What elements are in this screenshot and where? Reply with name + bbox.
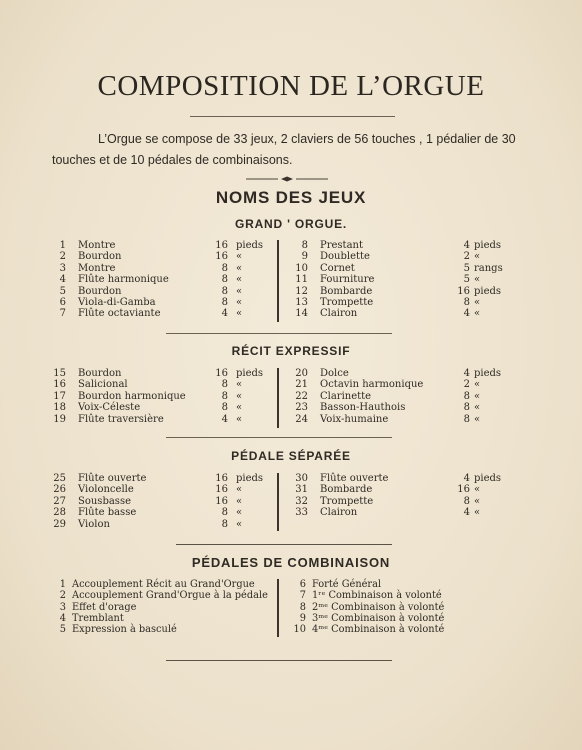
- register-number: 15: [53, 368, 66, 379]
- register-size: 8: [463, 402, 470, 414]
- register-size: 8: [221, 518, 228, 530]
- combination-name: Forté Général: [312, 579, 382, 590]
- register-size: 4: [221, 413, 228, 425]
- register-unit: «: [236, 251, 243, 263]
- register-unit: pieds: [236, 368, 264, 379]
- recit-expressif-list: [0, 368, 582, 425]
- register-unit: pieds: [236, 240, 264, 251]
- register-name: Octavin harmonique: [320, 379, 424, 391]
- register-name: Dolce: [320, 368, 349, 379]
- section-title-pedales-de-combinaison: PÉDALES DE COMBINAISON: [191, 555, 391, 570]
- section-title-pedale-separee: PÉDALE SÉPARÉE: [231, 449, 351, 463]
- register-unit: «: [474, 484, 481, 496]
- combination-number: 10: [293, 624, 306, 636]
- register-row: [0, 368, 582, 379]
- register-name: Trompette: [320, 495, 374, 507]
- register-unit: «: [236, 484, 243, 496]
- register-name: Bombarde: [320, 285, 373, 297]
- register-size: 16: [215, 240, 228, 251]
- register-row: [0, 251, 582, 262]
- register-number: 30: [295, 473, 308, 484]
- register-name: Doublette: [320, 251, 370, 263]
- register-size: 8: [221, 379, 228, 391]
- combination-number: 7: [299, 590, 306, 602]
- combination-row: [0, 613, 582, 624]
- register-name: Montre: [78, 240, 116, 251]
- register-size: 16: [215, 495, 228, 507]
- register-size: 4: [463, 240, 470, 251]
- combination-name: 2ᵐᵉ Combinaison à volonté: [312, 601, 445, 613]
- register-size: 8: [463, 296, 470, 308]
- register-name: Clairon: [320, 308, 358, 320]
- register-unit: «: [236, 507, 243, 519]
- register-number: 7: [59, 308, 66, 320]
- register-number: 19: [53, 413, 66, 425]
- register-number: 24: [295, 413, 308, 425]
- register-unit: pieds: [474, 285, 502, 297]
- combination-number: 1: [59, 579, 66, 590]
- register-row: [0, 297, 582, 308]
- register-unit: «: [236, 379, 243, 391]
- register-unit: «: [236, 296, 243, 308]
- register-name: Bourdon: [78, 285, 122, 297]
- register-number: 31: [295, 484, 308, 496]
- register-size: 5: [463, 262, 470, 274]
- register-size: 8: [221, 507, 228, 519]
- register-number: 14: [295, 308, 308, 320]
- register-number: 10: [295, 262, 308, 274]
- register-size: 4: [463, 308, 470, 320]
- register-name: Violon: [78, 518, 110, 530]
- register-number: 20: [295, 368, 308, 379]
- register-size: 8: [221, 296, 228, 308]
- register-number: 29: [53, 518, 66, 530]
- register-unit: «: [474, 308, 481, 320]
- section-heading-noms-des-jeux: NOMS DES JEUX: [215, 188, 367, 207]
- register-unit: rangs: [474, 262, 503, 274]
- register-number: 32: [295, 495, 308, 507]
- register-number: 13: [295, 296, 308, 308]
- section-title-recit-expressif: RÉCIT EXPRESSIF: [231, 344, 351, 358]
- register-number: 4: [59, 274, 66, 286]
- register-size: 16: [215, 473, 228, 484]
- register-size: 8: [221, 274, 228, 286]
- page-title: COMPOSITION DE L’ORGUE: [97, 70, 485, 102]
- register-name: Prestant: [320, 240, 363, 251]
- register-size: 8: [463, 390, 470, 402]
- combination-row: [0, 579, 582, 590]
- register-number: 6: [59, 296, 66, 308]
- register-size: 4: [463, 473, 470, 484]
- register-name: Flûte ouverte: [320, 473, 389, 484]
- register-name: Cornet: [320, 262, 355, 274]
- register-name: Flûte octaviante: [78, 308, 161, 320]
- combination-name: Expression à basculé: [72, 624, 177, 636]
- register-row: [0, 379, 582, 390]
- register-row: [0, 240, 582, 251]
- register-unit: «: [474, 390, 481, 402]
- combination-row: [0, 602, 582, 613]
- combination-number: 4: [59, 612, 66, 624]
- register-name: Violoncelle: [78, 484, 134, 496]
- register-unit: pieds: [474, 473, 502, 484]
- register-unit: «: [474, 274, 481, 286]
- register-number: 18: [53, 402, 66, 414]
- register-size: 16: [457, 484, 470, 496]
- register-unit: «: [236, 402, 243, 414]
- title-underline: [190, 116, 395, 117]
- combination-number: 2: [59, 590, 66, 602]
- ornament-divider: [246, 176, 328, 182]
- register-row: [0, 286, 582, 297]
- register-row: [0, 519, 582, 530]
- combination-row: [0, 590, 582, 601]
- combination-number: 9: [299, 612, 306, 624]
- register-number: 33: [295, 507, 308, 519]
- register-size: 2: [463, 379, 470, 391]
- register-size: 5: [463, 274, 470, 286]
- register-row: [0, 308, 582, 319]
- register-size: 4: [221, 308, 228, 320]
- register-number: 9: [301, 251, 308, 263]
- register-unit: «: [474, 495, 481, 507]
- register-name: Bombarde: [320, 484, 373, 496]
- register-unit: «: [474, 379, 481, 391]
- register-number: 11: [295, 274, 308, 286]
- register-number: 27: [53, 495, 66, 507]
- combination-name: 3ᵐᵉ Combinaison à volonté: [312, 612, 445, 624]
- register-name: Sousbasse: [78, 495, 131, 507]
- register-number: 1: [59, 240, 66, 251]
- register-number: 5: [59, 285, 66, 297]
- register-name: Voix-Céleste: [78, 402, 141, 414]
- pedales-combinaison-list: [0, 579, 582, 635]
- register-size: 8: [221, 285, 228, 297]
- combination-name: Accouplement Récit au Grand'Orgue: [72, 579, 255, 590]
- register-name: Flûte basse: [78, 507, 137, 519]
- register-name: Voix-humaine: [320, 413, 389, 425]
- combination-row: [0, 624, 582, 635]
- combination-number: 6: [299, 579, 306, 590]
- register-unit: «: [236, 262, 243, 274]
- section-rule: [166, 333, 392, 334]
- register-number: 23: [295, 402, 308, 414]
- register-row: [0, 391, 582, 402]
- register-unit: «: [474, 413, 481, 425]
- register-size: 8: [221, 390, 228, 402]
- register-unit: «: [236, 413, 243, 425]
- register-unit: «: [236, 285, 243, 297]
- register-number: 28: [53, 507, 66, 519]
- register-name: Montre: [78, 262, 116, 274]
- register-number: 26: [53, 484, 66, 496]
- combination-name: 1ʳᵉ Combinaison à volonté: [312, 590, 442, 602]
- register-unit: «: [474, 251, 481, 263]
- combination-name: Accouplement Grand'Orgue à la pédale: [72, 590, 268, 602]
- register-name: Bourdon: [78, 368, 122, 379]
- register-row: [0, 473, 582, 484]
- combination-name: Effet d'orage: [72, 601, 137, 613]
- register-unit: pieds: [474, 240, 502, 251]
- register-row: [0, 402, 582, 413]
- register-row: [0, 263, 582, 274]
- grand-orgue-list: [0, 240, 582, 320]
- register-size: 8: [463, 495, 470, 507]
- register-size: 4: [463, 507, 470, 519]
- register-name: Bourdon: [78, 251, 122, 263]
- section-rule: [176, 544, 392, 545]
- register-name: Clarinette: [320, 390, 372, 402]
- register-unit: pieds: [474, 368, 502, 379]
- register-unit: «: [236, 518, 243, 530]
- combination-number: 8: [299, 601, 306, 613]
- combination-name: 4ᵐᵉ Combinaison à volonté: [312, 624, 445, 636]
- register-unit: «: [474, 296, 481, 308]
- register-name: Fourniture: [320, 274, 375, 286]
- register-size: 16: [215, 368, 228, 379]
- register-unit: «: [236, 495, 243, 507]
- register-number: 8: [301, 240, 308, 251]
- register-number: 17: [53, 390, 66, 402]
- register-name: Salicional: [78, 379, 128, 391]
- register-number: 12: [295, 285, 308, 297]
- combination-name: Tremblant: [72, 612, 124, 624]
- register-unit: «: [474, 507, 481, 519]
- register-name: Flûte ouverte: [78, 473, 147, 484]
- register-number: 16: [53, 379, 66, 391]
- register-size: 16: [215, 484, 228, 496]
- register-row: [0, 507, 582, 518]
- register-name: Basson-Hauthois: [320, 402, 406, 414]
- register-number: 22: [295, 390, 308, 402]
- register-size: 8: [463, 413, 470, 425]
- register-unit: «: [236, 390, 243, 402]
- register-name: Flûte traversière: [78, 413, 164, 425]
- register-row: [0, 484, 582, 495]
- register-size: 16: [457, 285, 470, 297]
- register-name: Bourdon harmonique: [78, 390, 186, 402]
- register-unit: «: [236, 274, 243, 286]
- register-size: 8: [221, 262, 228, 274]
- intro-paragraph: L’Orgue se compose de 33 jeux, 2 claviers de 56 touches , 1 pédalier de 30 touches et de 10 pédales de combinaisons.: [52, 132, 516, 167]
- register-row: [0, 274, 582, 285]
- register-number: 21: [295, 379, 308, 391]
- register-name: Viola-di-Gamba: [78, 296, 156, 308]
- register-number: 25: [53, 473, 66, 484]
- register-number: 3: [59, 262, 66, 274]
- register-size: 2: [463, 251, 470, 263]
- register-size: 4: [463, 368, 470, 379]
- register-row: [0, 496, 582, 507]
- register-size: 8: [221, 402, 228, 414]
- section-rule: [166, 437, 392, 438]
- register-name: Clairon: [320, 507, 358, 519]
- register-unit: pieds: [236, 473, 264, 484]
- bottom-rule: [166, 660, 392, 661]
- register-size: 16: [215, 251, 228, 263]
- section-title-grand-orgue: GRAND ' ORGUE.: [234, 217, 348, 231]
- register-name: Trompette: [320, 296, 374, 308]
- register-unit: «: [474, 402, 481, 414]
- combination-number: 3: [59, 601, 66, 613]
- register-name: Flûte harmonique: [78, 274, 169, 286]
- pedale-separee-list: [0, 473, 582, 530]
- register-unit: «: [236, 308, 243, 320]
- register-row: [0, 414, 582, 425]
- combination-number: 5: [59, 624, 66, 636]
- register-number: 2: [59, 251, 66, 263]
